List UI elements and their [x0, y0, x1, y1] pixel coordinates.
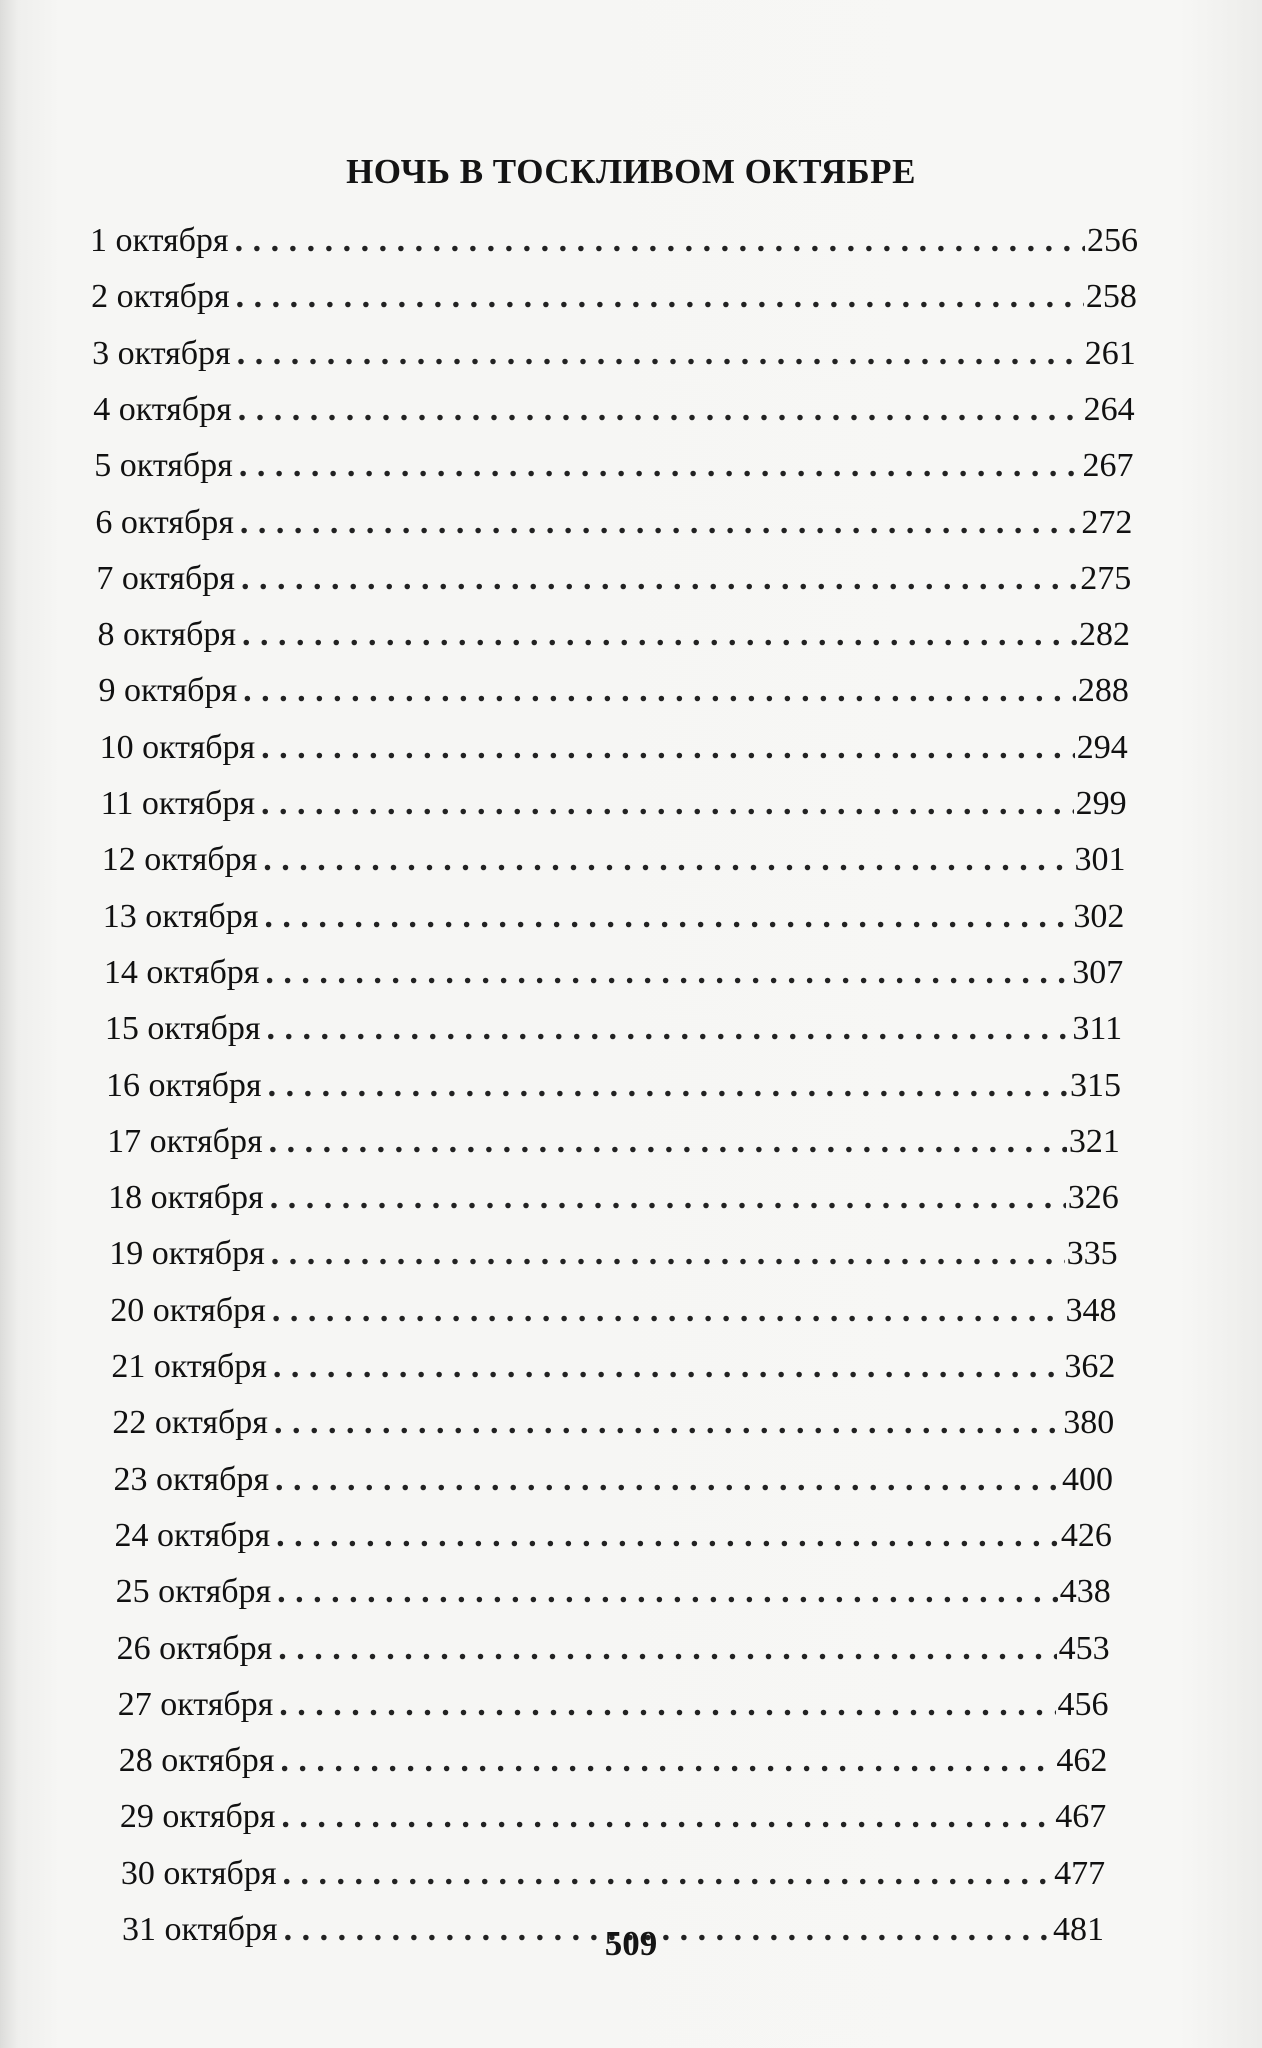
toc-entry-label: 8 октября: [97, 616, 237, 654]
dot-leader: [258, 898, 1071, 936]
toc-entry-page: 288: [1077, 672, 1129, 710]
toc-entry-page: 477: [1054, 1854, 1106, 1892]
toc-entry: [115, 1517, 1112, 1573]
toc-entry-label: 18 октября: [108, 1179, 264, 1217]
toc-entry-page: 272: [1081, 503, 1133, 541]
dot-leader: [255, 785, 1074, 823]
toc-entry-label: 28 октября: [118, 1742, 275, 1780]
toc-entry: [92, 335, 1136, 391]
dot-leader: [263, 1123, 1067, 1161]
toc-entry-label: 30 октября: [120, 1854, 277, 1892]
dot-leader: [268, 1404, 1061, 1442]
toc-entry: [117, 1630, 1110, 1686]
toc-entry-label: 3 октября: [92, 334, 231, 372]
toc-entry: [121, 1855, 1105, 1911]
dot-leader: [276, 1855, 1052, 1893]
toc-entry: [106, 1067, 1121, 1123]
toc-entry-label: 2 октября: [91, 278, 230, 316]
toc-entry-label: 5 октября: [94, 447, 233, 485]
toc-entry: [118, 1686, 1109, 1742]
toc-entry-page: 302: [1073, 897, 1125, 935]
toc-entry-label: 19 октября: [109, 1235, 265, 1273]
toc-entry: [110, 1292, 1116, 1348]
toc-entry-page: 264: [1083, 390, 1135, 428]
toc-entry: [111, 1348, 1115, 1404]
table-of-contents: [0, 222, 1262, 1962]
toc-entry-label: 25 октября: [115, 1573, 272, 1611]
toc-entry-label: 10 октября: [99, 728, 256, 766]
toc-entry: [112, 1404, 1114, 1460]
toc-entry-page: 438: [1059, 1573, 1111, 1611]
dot-leader: [264, 1179, 1066, 1217]
toc-entry-page: 294: [1076, 728, 1128, 766]
dot-leader: [266, 1292, 1064, 1330]
toc-entry: [100, 729, 1128, 785]
toc-entry-page: 335: [1066, 1235, 1118, 1273]
dot-leader: [267, 1348, 1062, 1386]
dot-leader: [234, 504, 1079, 542]
toc-entry-label: 16 октября: [106, 1066, 262, 1104]
dot-leader: [259, 954, 1070, 992]
dot-leader: [260, 1010, 1070, 1048]
toc-entry-page: 326: [1067, 1179, 1119, 1217]
toc-entry: [104, 954, 1123, 1010]
toc-entry-label: 20 октября: [110, 1291, 266, 1329]
toc-entry: [119, 1742, 1108, 1798]
dot-leader: [275, 1798, 1053, 1836]
dot-leader: [262, 1067, 1068, 1105]
dot-leader: [235, 560, 1078, 598]
toc-entry: [95, 504, 1132, 560]
toc-entry: [91, 278, 1137, 334]
toc-entry: [105, 1010, 1122, 1066]
toc-entry: [90, 222, 1138, 278]
toc-entry-label: 12 октября: [101, 841, 258, 879]
toc-entry-page: 267: [1082, 447, 1134, 485]
toc-entry: [101, 785, 1127, 841]
dot-leader: [274, 1742, 1054, 1780]
toc-entry-page: 456: [1057, 1685, 1109, 1723]
toc-entry-page: 348: [1065, 1291, 1117, 1329]
toc-entry-label: 31 октября: [122, 1911, 278, 1948]
toc-entry-page: 275: [1080, 559, 1132, 597]
toc-entry-page: 467: [1055, 1798, 1107, 1836]
toc-entry: [94, 447, 1133, 503]
toc-entry-label: 6 октября: [95, 503, 234, 541]
dot-leader: [255, 729, 1075, 767]
toc-entry-page: 481: [1053, 1911, 1104, 1948]
toc-entry-page: 453: [1058, 1629, 1110, 1667]
toc-entry-label: 15 октября: [104, 1010, 261, 1048]
toc-entry-page: 256: [1087, 222, 1138, 259]
toc-entry-label: 7 октября: [96, 559, 235, 597]
dot-leader: [269, 1461, 1060, 1499]
toc-entry-page: 380: [1063, 1404, 1115, 1442]
toc-entry-label: 22 октября: [112, 1404, 268, 1442]
toc-entry-label: 13 октября: [102, 897, 259, 935]
dot-leader: [231, 335, 1083, 373]
toc-entry-page: 362: [1064, 1348, 1116, 1385]
dot-leader: [273, 1686, 1055, 1724]
toc-entry: [102, 841, 1126, 897]
toc-entry-page: 462: [1056, 1742, 1108, 1780]
toc-entry: [109, 1235, 1117, 1291]
toc-entry-label: 4 октября: [93, 390, 232, 428]
toc-entry-page: 258: [1085, 278, 1137, 316]
toc-entry-page: 261: [1084, 334, 1136, 372]
dot-leader: [272, 1630, 1056, 1668]
toc-entry-label: 17 октября: [107, 1122, 263, 1160]
dot-leader: [257, 841, 1072, 879]
toc-entry-label: 27 октября: [117, 1685, 274, 1723]
dot-leader: [233, 447, 1081, 485]
page-number: 509: [604, 1924, 658, 1963]
toc-entry-page: 307: [1072, 953, 1124, 991]
toc-entry-label: 24 октября: [114, 1516, 271, 1554]
toc-entry-label: 9 октября: [98, 672, 238, 710]
toc-entry-label: 1 октября: [90, 222, 229, 259]
dot-leader: [271, 1573, 1058, 1611]
toc-entry: [120, 1798, 1106, 1854]
toc-entry: [107, 1123, 1120, 1179]
toc-entry-label: 23 октября: [113, 1460, 270, 1498]
toc-entry-page: 400: [1062, 1460, 1114, 1498]
toc-entry-label: 14 октября: [103, 953, 260, 991]
toc-entry-page: 299: [1075, 785, 1127, 822]
toc-entry: [96, 560, 1131, 616]
dot-leader: [230, 278, 1084, 316]
toc-entry-page: 301: [1074, 841, 1126, 879]
dot-leader: [237, 672, 1076, 710]
toc-entry-page: 315: [1070, 1066, 1121, 1104]
toc-entry: [93, 391, 1134, 447]
toc-entry-page: 426: [1060, 1516, 1112, 1554]
dot-leader: [232, 391, 1082, 429]
dot-leader: [236, 616, 1077, 654]
toc-entry: [97, 616, 1130, 672]
toc-entry: [99, 672, 1129, 728]
toc-entry: [108, 1179, 1119, 1235]
toc-entry-label: 11 октября: [100, 785, 255, 822]
toc-entry: [103, 898, 1125, 954]
toc-entry-page: 321: [1068, 1122, 1120, 1160]
toc-entry-label: 26 октября: [116, 1629, 273, 1667]
toc-entry-page: 311: [1072, 1010, 1123, 1048]
toc-entry-label: 21 октября: [111, 1348, 267, 1385]
dot-leader: [270, 1517, 1059, 1555]
section-title: НОЧЬ В ТОСКЛИВОМ ОКТЯБРЕ: [346, 152, 916, 191]
toc-entry-page: 282: [1079, 616, 1131, 654]
toc-entry: [116, 1573, 1111, 1629]
toc-entry: [113, 1461, 1113, 1517]
dot-leader: [229, 222, 1085, 260]
dot-leader: [265, 1235, 1065, 1273]
toc-entry-label: 29 октября: [119, 1798, 276, 1836]
